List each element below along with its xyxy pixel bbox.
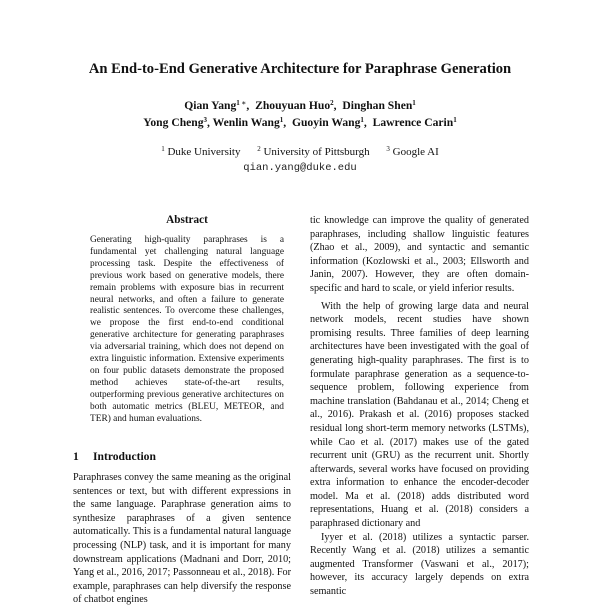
- author-affiliation-mark: 2: [330, 99, 334, 107]
- affiliation-mark: 3: [386, 145, 390, 153]
- author-name: Zhouyuan Huo: [255, 99, 331, 112]
- section-heading-introduction: [73, 450, 156, 463]
- right-column-paragraph: Iyyer et al. (2018) utilizes a syntactic parser. Recently Wang et al. (2018) utilizes a semantic augmented Transformer (Vaswani et al., 2017); however, its accuracy largely depends on extra semantic: [310, 531, 529, 598]
- affiliation-mark: 1: [161, 145, 165, 153]
- right-column-paragraph: With the help of growing large data and neural network models, recent studies have shown promising results. Three families of deep learning architectures have been investigated with the goal of generating high-quality paraphrases. The first is to formulate paraphrase generation as a sequence-to-sequence problem, following experience from machine translation (Bahdanau et al., 2014; Cheng et al., 2016). Prakash et al. (2016) proposes stacked residual long short-term memory networks (LSTMs), while Cao et al. (2017) makes use of the gated recurrent unit (GRU) as the recurrent unit. Shortly afterwards, several works have focused on providing extra information to enhance the encoder-decoder model. Ma et al. (2018) adds distributed word representations, Huang et al. (2018) considers a paraphrased dictionary and: [310, 300, 529, 530]
- abstract-heading: Abstract: [166, 214, 208, 226]
- right-column: [310, 214, 529, 599]
- author-affiliation-mark: 1 ∗: [236, 99, 247, 107]
- introduction-paragraph: Paraphrases convey the same meaning as the original sentences or text, but with different expressions in the same language. Paraphrase generation aims to synthesize paraphrases of a given sentence automatically. This is a fundamental natural language processing (NLP) task, and it is important for many downstream applications (Madnani and Dorr, 2010; Yang et al., 2016, 2017; Passonneau et al., 2018). For example, paraphrases can help diversify the response of chatbot engines: [73, 472, 291, 606]
- author-name: Guoyin Wang: [291, 116, 361, 129]
- author-list-line-1: Qian Yang$^{1 ∗}$, Zhouyuan Huo$^2$, Dinghan Shen$^1$: [184, 99, 416, 112]
- affiliation-name: Google AI: [392, 146, 439, 158]
- author-affiliation-mark: 1: [412, 99, 416, 107]
- section-number: 1: [73, 450, 79, 463]
- author-name: Yong Cheng: [143, 116, 204, 129]
- author-name: Wenlin Wang: [212, 116, 280, 129]
- author-name: Dinghan Shen: [342, 99, 413, 112]
- author-affiliation-mark: 1: [360, 116, 364, 124]
- affiliations: [0, 145, 600, 158]
- author-name: Lawrence Carin: [372, 116, 454, 129]
- abstract-text: Generating high-quality paraphrases is a fundamental yet challenging natural language processing task. Despite the effectiveness of previous work based on generative models, there remain problems with exposure bias in recurrent neural networks, and often a failure to generate realistic sentences. To overcome these challenges, we propose the first end-to-end conditional generative architecture for generating paraphrases via adversarial training, which does not depend on extra linguistic information. Extensive experiments on four public datasets demonstrate the proposed method achieves state-of-the-art results, outperforming previous generative architectures on both automatic metrics (BLEU, METEOR, and TER) and human evaluations.: [90, 235, 284, 424]
- affiliation-name: University of Pittsburgh: [263, 146, 370, 158]
- author-list-line-2: Yong Cheng$^3$, Wenlin Wang$^1$, Guoyin Wang$^1$, Lawrence Carin$^1$: [143, 116, 457, 129]
- author-affiliation-mark: 1: [453, 116, 457, 124]
- affiliation-name: Duke University: [167, 146, 241, 158]
- paper-title: An End-to-End Generative Architecture for Paraphrase Generation: [88, 61, 512, 77]
- contact-email: qian.yang@duke.edu: [243, 162, 357, 174]
- section-title: Introduction: [93, 450, 156, 463]
- author-affiliation-mark: 1: [279, 116, 284, 124]
- right-column-paragraph: tic knowledge can improve the quality of generated paraphrases, including shallow linguistic features (Zhao et al., 2009), and syntactic and semantic information (Kozlowski et al., 2003; Ellsworth and Janin, 2007). However, they are often domain-specific and hard to scale, or yield inferior results.: [310, 215, 529, 294]
- author-name: Qian Yang: [184, 99, 237, 112]
- author-affiliation-mark: 3: [203, 116, 208, 124]
- affiliation-mark: 2: [257, 145, 261, 153]
